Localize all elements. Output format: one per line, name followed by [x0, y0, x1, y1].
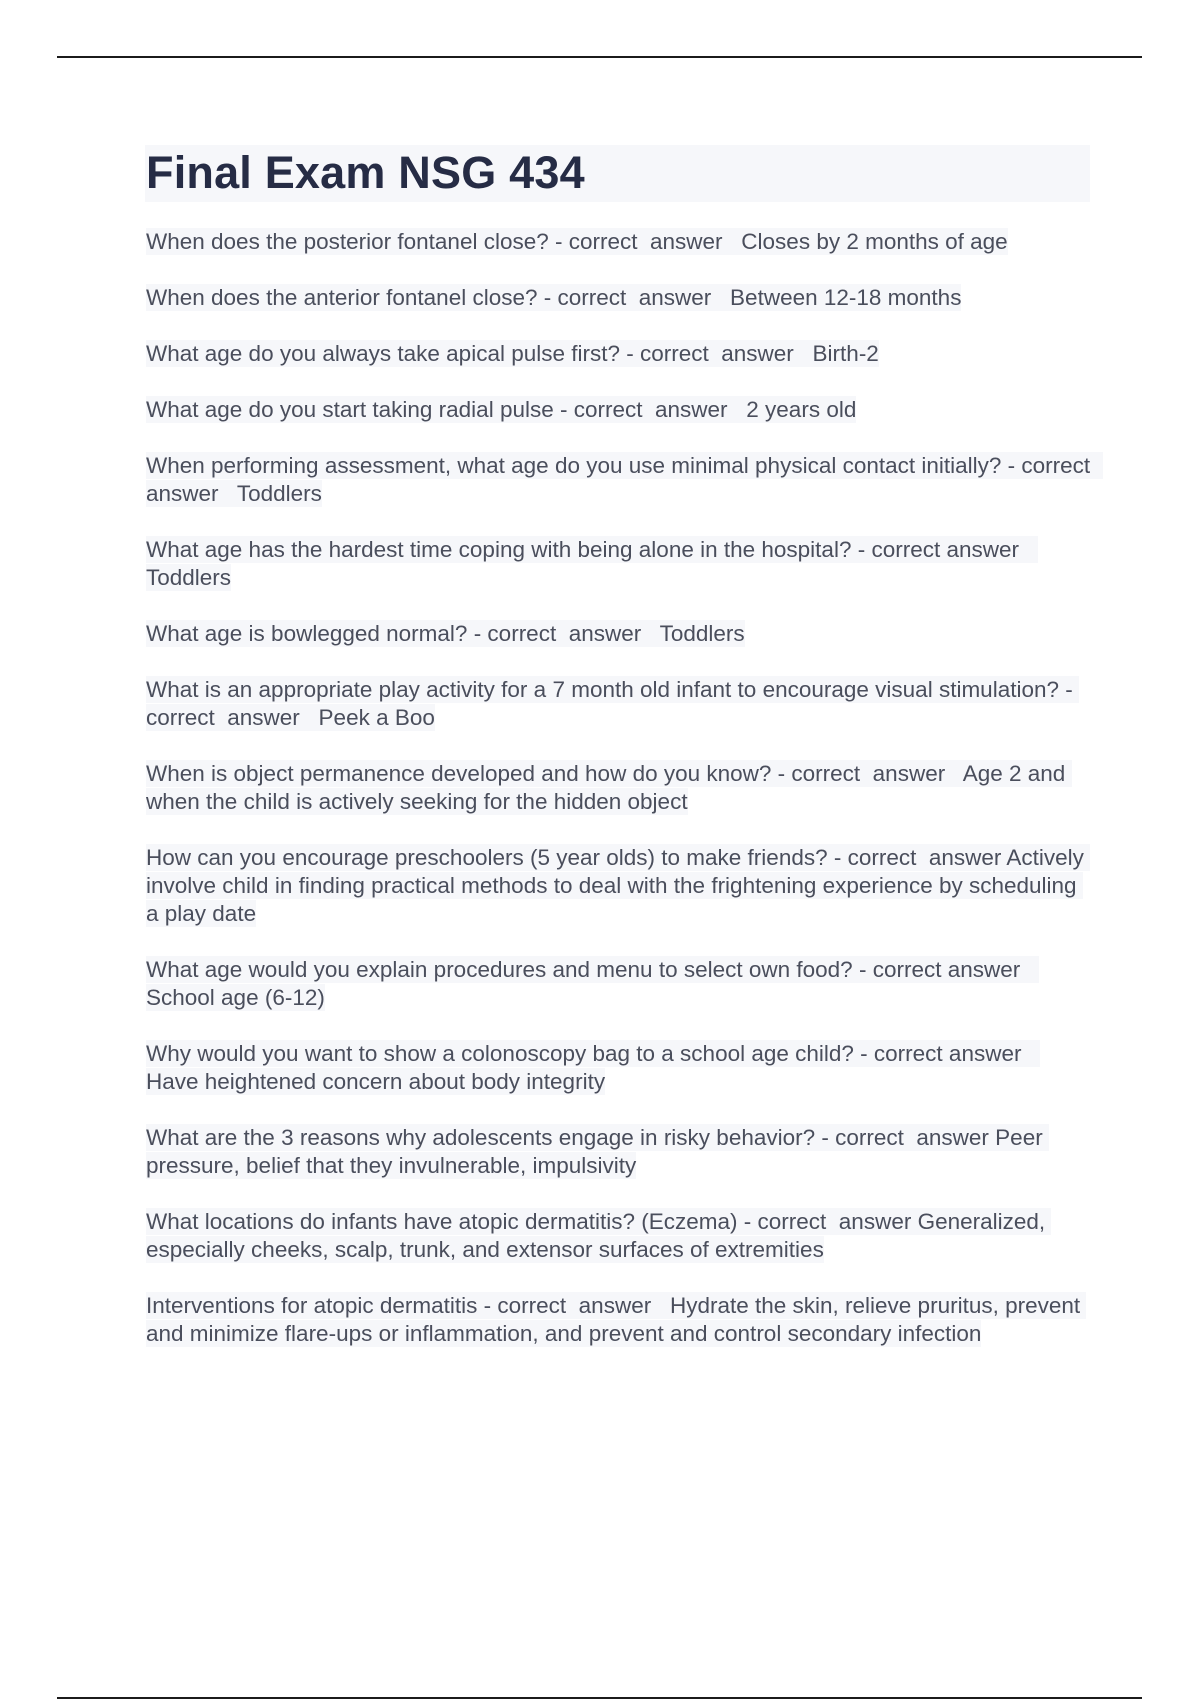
qa-text: What are the 3 reasons why adolescents engage in risky behavior? - correct answer Peer pressure, belief that they invulnerable, impulsivity	[146, 1125, 1049, 1178]
qa-text: What age has the hardest time coping with being alone in the hospital? - correct answer Toddlers	[146, 537, 1038, 590]
qa-item	[146, 956, 1091, 1012]
qa-text: What is an appropriate play activity for a 7 month old infant to encourage visual stimulation? - correct answer Peek a Boo	[146, 677, 1080, 730]
qa-text: What locations do infants have atopic dermatitis? (Eczema) - correct answer Generalized, especially cheeks, scalp, trunk, and extensor surfaces of extremities	[146, 1209, 1052, 1262]
qa-text: What age would you explain procedures and menu to select own food? - correct answer School age (6-12)	[146, 957, 1040, 1010]
qa-item	[146, 1124, 1091, 1180]
qa-text: What age do you always take apical pulse first? - correct answer Birth-2	[146, 341, 879, 366]
qa-text: Interventions for atopic dermatitis - correct answer Hydrate the skin, relieve pruritus, prevent and minimize flare-ups or inflammation, and prevent and control secondary infection	[146, 1293, 1087, 1346]
qa-item	[146, 760, 1091, 816]
qa-text: What age is bowlegged normal? - correct answer Toddlers	[146, 621, 745, 646]
qa-item	[146, 676, 1091, 732]
qa-text: When does the posterior fontanel close? - correct answer Closes by 2 months of age	[146, 229, 1008, 254]
qa-item	[146, 284, 1091, 312]
qa-item	[146, 340, 1091, 368]
qa-item	[146, 452, 1103, 508]
document-title: Final Exam NSG 434	[146, 147, 585, 198]
footer-rule	[57, 1697, 1142, 1699]
qa-text: When performing assessment, what age do you use minimal physical contact initially? - correct answer Toddlers	[146, 453, 1103, 506]
qa-text: When does the anterior fontanel close? - correct answer Between 12-18 months	[146, 285, 962, 310]
qa-item	[146, 1040, 1091, 1096]
qa-item	[146, 396, 1091, 424]
qa-text: When is object permanence developed and how do you know? - correct answer Age 2 and when the child is actively seeking for the hidden object	[146, 761, 1072, 814]
qa-text: What age do you start taking radial pulse - correct answer 2 years old	[146, 397, 857, 422]
qa-item	[146, 620, 1091, 648]
header-rule	[57, 56, 1142, 58]
qa-item	[146, 1208, 1091, 1264]
qa-list	[146, 228, 1103, 1376]
qa-item	[146, 536, 1091, 592]
qa-item	[146, 228, 1091, 256]
qa-item	[146, 844, 1091, 928]
qa-text: How can you encourage preschoolers (5 year olds) to make friends? - correct answer Actively involve child in finding practical methods to deal with the frightening experience by scheduling a play date	[146, 845, 1091, 926]
qa-item	[146, 1292, 1091, 1348]
qa-text: Why would you want to show a colonoscopy bag to a school age child? - correct answer Have heightened concern about body integrity	[146, 1041, 1041, 1094]
